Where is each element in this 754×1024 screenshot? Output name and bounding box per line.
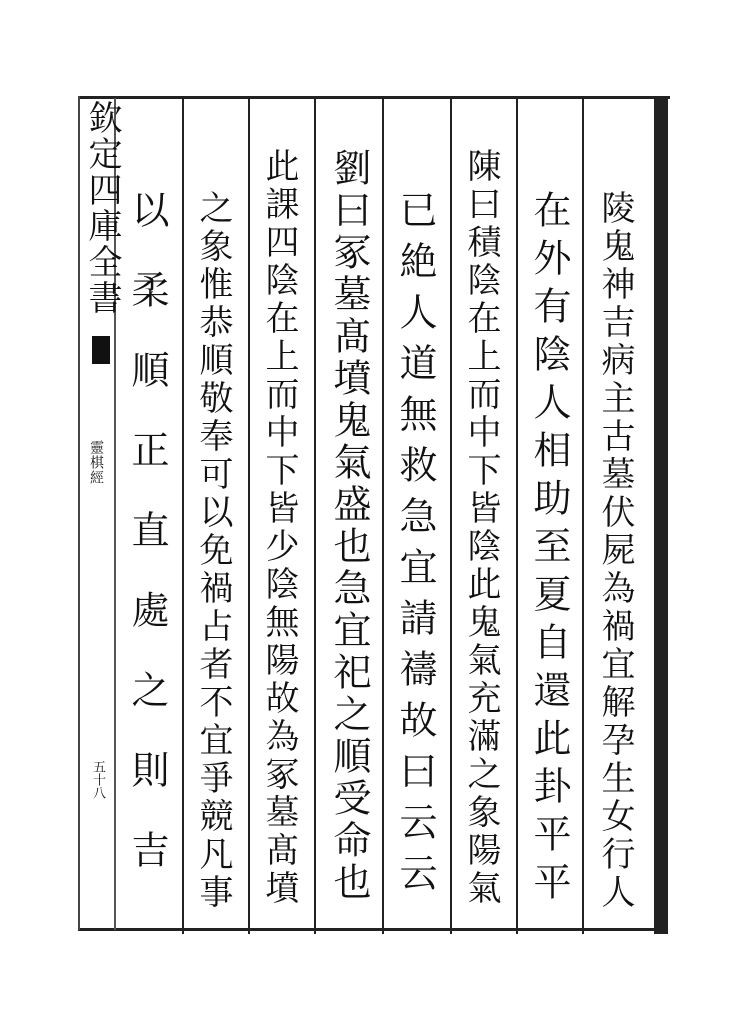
column-separator bbox=[582, 98, 584, 934]
column-separator bbox=[314, 98, 316, 934]
text-column-1: 陵鬼神吉病主古墓伏屍為禍宜解孕生女行人 bbox=[595, 190, 635, 912]
frame-right-border bbox=[654, 98, 668, 934]
text-column-5: 劉曰冢墓髙墳鬼氣盛也急宜祀之順受命也 bbox=[327, 148, 371, 904]
text-column-4: 已絶人道無救急宜請禱故曰云云 bbox=[393, 190, 437, 904]
page-number: 五十八 bbox=[90, 760, 105, 799]
text-column-2: 在外有陰人相助至夏自還此卦平平 bbox=[527, 190, 571, 910]
book-title: 靈棋經 bbox=[88, 440, 104, 485]
fishtail-mark bbox=[92, 336, 110, 364]
column-separator bbox=[382, 98, 384, 934]
text-column-8: 以柔順正直處之則吉 bbox=[125, 190, 169, 910]
text-column-3: 陳曰積陰在上而中下皆陰此鬼氣充滿之象陽氣 bbox=[461, 148, 501, 908]
column-separator bbox=[450, 98, 452, 934]
collection-title: 欽定四庫全書 bbox=[82, 100, 122, 316]
column-separator bbox=[182, 98, 184, 934]
text-column-7: 之象惟恭順敬奉可以免禍占者不宜爭競凡事 bbox=[193, 190, 233, 912]
column-separator bbox=[248, 98, 250, 934]
text-column-6: 此課四陰在上而中下皆少陰無陽故為冢墓髙墳 bbox=[259, 148, 299, 908]
column-separator bbox=[516, 98, 518, 934]
frame-bottom-border bbox=[78, 928, 668, 931]
